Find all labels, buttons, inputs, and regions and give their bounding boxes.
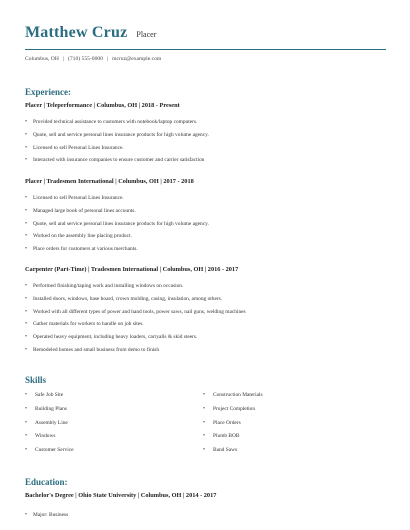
education-heading: Education:: [25, 477, 68, 487]
contact-phone: (710) 555-0000: [68, 56, 103, 62]
job-heading: Carpenter (Part-Time) | Tradesmen International | Columbus, OH | 2016 - 2017: [25, 266, 239, 273]
education-entry-heading: Bachelor's Degree | Ohio State University | Columbus, OH | 2014 - 2017: [25, 492, 217, 499]
job-bullet: • Licensed to sell Personal Lines Insurance.: [25, 194, 209, 207]
experience-heading: Experience:: [25, 87, 71, 97]
skill-item: • Building Plans: [25, 405, 73, 419]
job-bullet: • Worked with all different types of power and hand tools, power saws, nail guns, welding machines: [25, 308, 246, 321]
job-bullet: • Managed large book of personal lines accounts.: [25, 207, 209, 220]
job-bullet-list: [25, 118, 209, 169]
skill-item: • Customer Service: [25, 446, 73, 460]
job-bullet-list: [25, 194, 209, 258]
skill-item: • Windows: [25, 432, 73, 446]
skill-item: • Project Completion: [203, 405, 263, 419]
skill-item: • Place Orders: [203, 419, 263, 433]
job-bullet: • Place orders for customers at various merchants.: [25, 245, 209, 258]
education-bullet: • Major: Business: [25, 511, 68, 524]
candidate-name: Matthew Cruz: [25, 24, 128, 41]
job-bullet: • Remodeled homes and small business from demo to finish: [25, 346, 246, 359]
job-bullet-list: [25, 282, 246, 359]
contact-line: [25, 56, 161, 62]
job-heading: Placer | Teleperformance | Columbus, OH | 2018 - Present: [25, 102, 180, 109]
skill-item: • Construction Materials: [203, 391, 263, 405]
job-bullet: • Provided technical assistance to customers with notebook/laptop computers.: [25, 118, 209, 131]
job-bullet: • Interacted with insurance companies to ensure customer and carrier satisfaction: [25, 156, 209, 169]
job-bullet: • Operated heavy equipment, including heavy loaders, carryalls & skid steers.: [25, 333, 246, 346]
header-divider: [25, 49, 386, 50]
skill-item: • Plumb BOB: [203, 432, 263, 446]
candidate-role: Placer: [136, 30, 157, 39]
job-heading: Placer | Tradesmen International | Columbus, OH | 2017 - 2018: [25, 178, 194, 185]
job-bullet: • Quote, sell and service personal lines insurance products for high volume agency.: [25, 131, 209, 144]
skills-heading: Skills: [25, 375, 47, 385]
skill-item: • Band Saws: [203, 446, 263, 460]
job-bullet: • Gather materials for workers to handle on job sites.: [25, 320, 246, 333]
education-bullet-list: [25, 511, 68, 524]
job-bullet: • Performed finishing/taping work and installing windows on occasion.: [25, 282, 246, 295]
header: [25, 24, 156, 42]
skill-item: • Safe Job Site: [25, 391, 73, 405]
job-bullet: • Worked on the assembly line placing product.: [25, 232, 209, 245]
contact-separator: |: [106, 56, 109, 62]
contact-location: Columbus, OH: [25, 56, 59, 62]
skills-list-right: [203, 391, 263, 460]
contact-separator: |: [62, 56, 65, 62]
job-bullet: • Installed doors, windows, base board, crown molding, casing, insulation, among others.: [25, 295, 246, 308]
skills-list-left: [25, 391, 73, 460]
job-bullet: • Quote, sell and service personal lines insurance products for high volume agency.: [25, 220, 209, 233]
job-bullet: • Licensed to sell Personal Lines Insurance.: [25, 144, 209, 157]
contact-email[interactable]: mcruz@example.com: [112, 56, 162, 62]
skill-item: • Assembly Line: [25, 419, 73, 433]
